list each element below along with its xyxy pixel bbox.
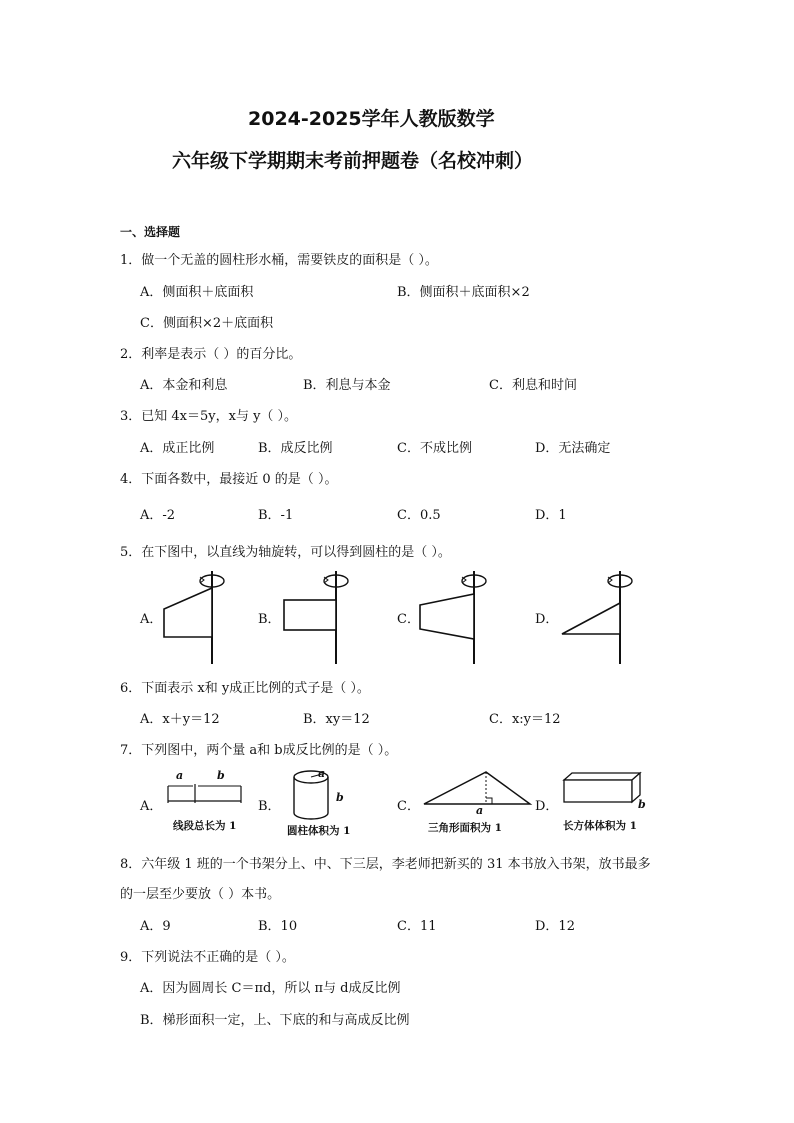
q7-caption-c: 三角形面积为 1 — [428, 822, 502, 834]
question-5-option-c: C． — [397, 612, 420, 627]
question-3-option-d: D．无法确定 — [535, 441, 611, 456]
q7-figure-b-cylinder — [288, 763, 358, 823]
question-1-option-a: A．侧面积＋底面积 — [140, 285, 254, 300]
q7-figure-a-label-b: b — [217, 769, 225, 782]
question-9-option-b: B．梯形面积一定，上、下底的和与高成反比例 — [140, 1013, 410, 1028]
q7-figure-d-label-b-depth: b — [638, 798, 646, 811]
question-5-stem: 5．在下图中，以直线为轴旋转，可以得到圆柱的是（ ）。 — [120, 545, 451, 560]
question-2-stem: 2．利率是表示（ ）的百分比。 — [120, 347, 302, 362]
question-8-option-a: A．9 — [140, 919, 171, 934]
q7-figure-b-label-a: a — [318, 767, 326, 780]
question-9-option-a: A．因为圆周长 C＝πd，所以 π与 d成反比例 — [140, 981, 401, 996]
question-2-option-a: A．本金和利息 — [140, 378, 228, 393]
q7-figure-c-triangle — [422, 770, 532, 815]
question-5-option-d: D． — [535, 612, 559, 627]
question-3-stem: 3．已知 4x＝5y，x与 y（ ）。 — [120, 409, 298, 424]
q5-figure-d — [558, 568, 628, 668]
question-7-option-d: D． — [535, 799, 559, 814]
question-6-stem: 6．下面表示 x和 y成正比例的式子是（ ）。 — [120, 681, 370, 696]
question-7-stem: 7．下列图中，两个量 a和 b成反比例的是（ ）。 — [120, 743, 398, 758]
question-1-stem: 1．做一个无盖的圆柱形水桶，需要铁皮的面积是（ ）。 — [120, 253, 438, 268]
question-6-option-b: B．xy＝12 — [303, 712, 370, 727]
question-7-option-a: A． — [140, 799, 163, 814]
question-9-stem: 9．下列说法不正确的是（ ）。 — [120, 950, 295, 965]
question-2-option-b: B．利息与本金 — [303, 378, 391, 393]
question-7-option-c: C． — [397, 799, 420, 814]
question-1-option-b: B．侧面积＋底面积×2 — [397, 285, 530, 300]
question-6-option-c: C．x:y＝12 — [489, 712, 561, 727]
question-8-option-b: B．10 — [258, 919, 298, 934]
q7-caption-d: 长方体体积为 1 — [563, 820, 637, 832]
question-8-option-d: D．12 — [535, 919, 575, 934]
section-heading: 一、选择题 — [120, 225, 181, 239]
document-title-line1: 2024-2025学年人教版数学 — [248, 108, 495, 130]
q7-figure-b-label-b: b — [336, 791, 344, 804]
question-6-option-a: A．x＋y＝12 — [140, 712, 220, 727]
question-3-option-a: A．成正比例 — [140, 441, 215, 456]
document-title-line2: 六年级下学期期末考前押题卷（名校冲刺） — [172, 150, 534, 172]
question-3-option-c: C．不成比例 — [397, 441, 472, 456]
question-1-option-c: C．侧面积×2＋底面积 — [140, 316, 274, 331]
q7-caption-a: 线段总长为 1 — [173, 820, 237, 832]
question-2-option-c: C．利息和时间 — [489, 378, 577, 393]
question-4-option-a: A．-2 — [140, 508, 176, 523]
question-3-option-b: B．成反比例 — [258, 441, 333, 456]
question-7-option-b: B． — [258, 799, 281, 814]
q7-caption-b: 圆柱体积为 1 — [287, 825, 351, 837]
q5-figure-c — [418, 568, 488, 668]
question-5-option-b: B． — [258, 612, 281, 627]
q5-figure-b — [280, 568, 350, 668]
question-4-option-c: C．0.5 — [397, 508, 441, 523]
question-8-stem-line2: 的一层至少要放（ ）本书。 — [120, 887, 281, 902]
question-8-option-c: C．11 — [397, 919, 437, 934]
q5-figure-a — [160, 568, 230, 668]
q7-figure-a-segments — [165, 768, 245, 808]
q7-figure-a-label-a: a — [176, 769, 184, 782]
question-4-option-d: D．1 — [535, 508, 567, 523]
q7-figure-c-label-a: a — [476, 804, 484, 817]
question-5-option-a: A． — [140, 612, 163, 627]
question-8-stem-line1: 8．六年级 1 班的一个书架分上、中、下三层，李老师把新买的 31 本书放入书架，放书最多 — [120, 857, 651, 872]
question-4-stem: 4．下面各数中，最接近 0 的是（ ）。 — [120, 472, 338, 487]
question-4-option-b: B．-1 — [258, 508, 294, 523]
q7-figure-d-cuboid — [560, 770, 650, 812]
